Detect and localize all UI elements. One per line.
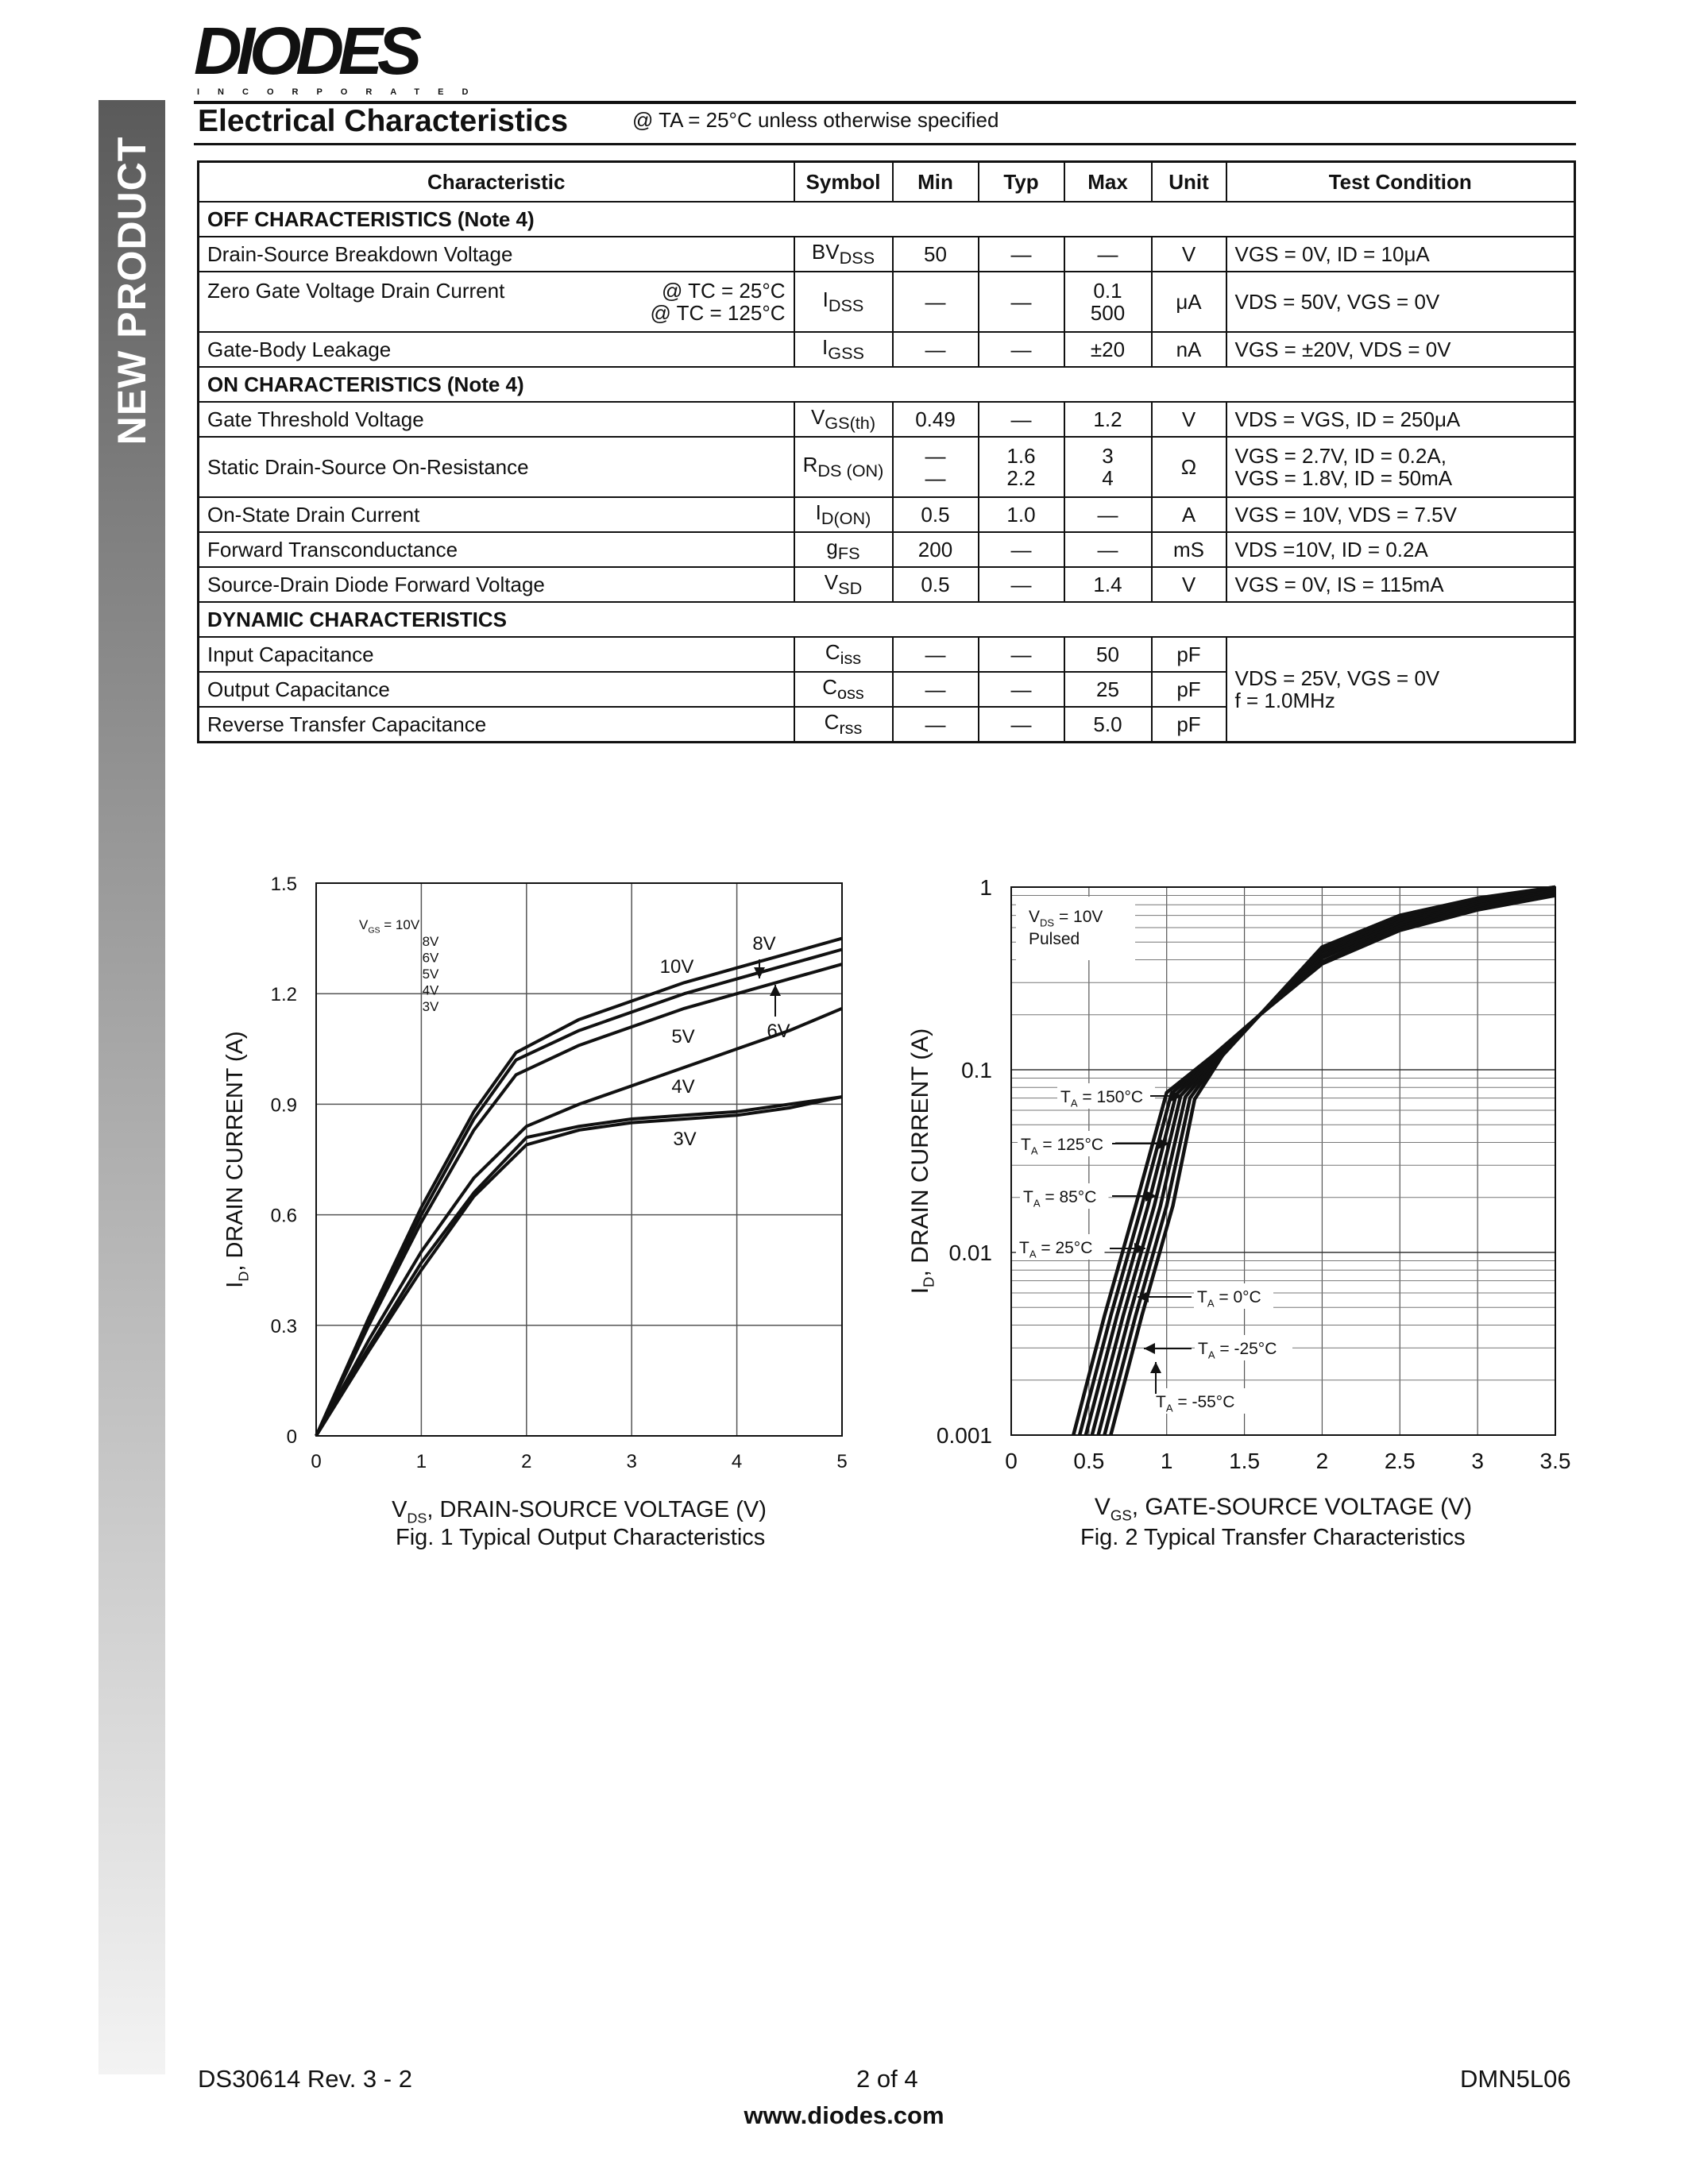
section-row: ON CHARACTERISTICS (Note 4) (199, 367, 1575, 402)
x-tick-label: 0 (311, 1451, 322, 1472)
company-logo (194, 14, 487, 97)
curve-label: 3V (673, 1129, 697, 1150)
y-axis-title: $I_D$, DRAIN CURRENT (A) (222, 1031, 252, 1288)
col-header: Typ (979, 162, 1064, 203)
temp-label: $T_A = 125^\circ C$ (1021, 1136, 1104, 1157)
x-tick-label: 1 (1160, 1449, 1173, 1473)
x-tick-label: 1 (415, 1451, 427, 1472)
footer-doc-number: DS30614 Rev. 3 - 2 (198, 2065, 412, 2093)
label-6v-arrow-head (770, 985, 781, 996)
y-axis-title: $I_D$, DRAIN CURRENT (A) (907, 1028, 937, 1295)
transfer-characteristics-chart (882, 866, 1581, 1533)
temp-label: $T_A = 85^\circ C$ (1023, 1188, 1097, 1210)
col-header: Min (893, 162, 979, 203)
table-row: @ TC = 25°C @ TC = 125°C Zero Gate Voltage Drain Current $I_{DSS}$ — — 0.1 500 μA VDS = 50V, VGS = 0V (199, 272, 1575, 332)
fig2-caption: Fig. 2 Typical Transfer Characteristics (1080, 1525, 1466, 1550)
y-tick-label: 0.6 (270, 1205, 297, 1227)
curve-6V (316, 964, 842, 1436)
curve-TA = 85°C (1086, 892, 1555, 1435)
table-row: Input Capacitance $C_{iss}$ — — 50 pF VDS = 25V, VGS = 0V f = 1.0MHz (199, 637, 1575, 672)
y-tick-label: 1.5 (270, 874, 297, 895)
temp-label-arrow-head (1150, 1362, 1161, 1373)
curve-label: 5V (671, 1026, 695, 1048)
x-tick-label: 0 (1005, 1449, 1018, 1473)
table-row: Reverse Transfer Capacitance $C_{rss}$ — — 5.0 pF (199, 707, 1575, 743)
curve-TA = 25°C (1092, 890, 1555, 1435)
col-header: Unit (1152, 162, 1226, 203)
section-title: Electrical Characteristics (198, 104, 569, 138)
table-row: Output Capacitance $C_{oss}$ — — 25 pF (199, 672, 1575, 707)
y-tick-label: 0 (286, 1426, 297, 1448)
y-tick-label: 1.2 (270, 984, 297, 1006)
table-row: Drain-Source Breakdown Voltage $BV_{DSS}$ 50 — — V VGS = 0V, ID = 10μA (199, 237, 1575, 272)
curve-5V (316, 1009, 842, 1436)
footer-website-link[interactable]: www.diodes.com (744, 2101, 944, 2129)
x-axis-title: $V_{DS}$, DRAIN-SOURCE VOLTAGE (V) (392, 1497, 767, 1526)
section-condition: @ TA = 25°C unless otherwise specified (632, 108, 999, 132)
logo-subtitle: INCORPORATED (197, 87, 487, 97)
temp-label: $T_A = -55^\circ C$ (1156, 1393, 1235, 1414)
y-tick-label: 0.1 (961, 1058, 992, 1082)
footer-part-number: DMN5L06 (1460, 2065, 1571, 2093)
legend-entry: 8V (422, 934, 439, 949)
curve-label: 10V (659, 956, 694, 978)
temp-label: $T_A = 0^\circ C$ (1197, 1288, 1261, 1310)
y-tick-label: 0.001 (936, 1423, 992, 1448)
output-characteristics-chart (207, 866, 866, 1533)
curve-TA = 125°C (1080, 893, 1555, 1435)
legend-title: $V_{DS} = 10V$ (1029, 908, 1103, 929)
y-tick-label: 0.01 (948, 1241, 992, 1265)
x-tick-label: 3.5 (1539, 1449, 1571, 1473)
header-rule-bottom (194, 143, 1576, 145)
curve-label: 4V (671, 1076, 695, 1098)
curve-label: 6V (767, 1021, 790, 1042)
x-tick-label: 0.5 (1073, 1449, 1105, 1473)
y-tick-label: 0.3 (270, 1315, 297, 1337)
fig1-caption: Fig. 1 Typical Output Characteristics (396, 1525, 766, 1550)
section-row: DYNAMIC CHARACTERISTICS (199, 602, 1575, 637)
legend-title: $V_{GS} = 10V$ (359, 917, 420, 936)
plot-frame (316, 883, 842, 1436)
legend-subtitle: Pulsed (1029, 930, 1080, 948)
table-header-row (199, 162, 1575, 203)
legend-entry: 4V (422, 982, 439, 998)
x-tick-label: 2 (1315, 1449, 1329, 1473)
x-tick-label: 2.5 (1384, 1449, 1416, 1473)
curve-label: 8V (752, 933, 776, 955)
legend-entry: 3V (422, 999, 439, 1014)
col-header: Max (1064, 162, 1152, 203)
legend-entry: 5V (422, 967, 439, 982)
legend-entry: 6V (422, 950, 439, 966)
y-tick-label: 0.9 (270, 1094, 297, 1117)
x-tick-label: 3 (1471, 1449, 1484, 1473)
curve-10V (316, 939, 842, 1436)
col-header: Characteristic (199, 162, 794, 203)
section-row: OFF CHARACTERISTICS (Note 4) (199, 202, 1575, 237)
legend-box (1016, 897, 1135, 960)
table-row: Forward Transconductance $g_{FS}$ 200 — — mS VDS =10V, ID = 0.2A (199, 532, 1575, 567)
table-row: Static Drain-Source On-Resistance $R_{DS (ON)}$ — — 1.6 2.2 3 4 Ω VGS = 2.7V, ID = 0.2A, VGS = 1.8V, ID = 50mA (199, 437, 1575, 497)
footer-page-number: 2 of 4 (856, 2065, 918, 2093)
temp-label: $T_A = 25^\circ C$ (1019, 1239, 1093, 1260)
x-tick-label: 4 (731, 1451, 743, 1472)
table-row: On-State Drain Current $I_{D(ON)}$ 0.5 1.0 — A VGS = 10V, VDS = 7.5V (199, 497, 1575, 532)
temp-label: $T_A = 150^\circ C$ (1060, 1088, 1144, 1109)
table-row: Gate Threshold Voltage $V_{GS(th)}$ 0.49 — 1.2 V VDS = VGS, ID = 250μA (199, 402, 1575, 437)
curve-8V (316, 950, 842, 1437)
x-axis-title: $V_{GS}$, GATE-SOURCE VOLTAGE (V) (1094, 1494, 1473, 1524)
temp-label-arrow-head (1144, 1343, 1155, 1354)
table-row: Gate-Body Leakage $I_{GSS}$ — — ±20 nA VGS = ±20V, VDS = 0V (199, 332, 1575, 367)
x-tick-label: 5 (836, 1451, 848, 1472)
col-header: Symbol (794, 162, 893, 203)
x-tick-label: 1.5 (1229, 1449, 1261, 1473)
col-header: Test Condition (1226, 162, 1575, 203)
y-tick-label: 1 (979, 875, 992, 900)
x-tick-label: 2 (521, 1451, 532, 1472)
table-row: Source-Drain Diode Forward Voltage $V_{SD}$ 0.5 — 1.4 V VGS = 0V, IS = 115mA (199, 567, 1575, 602)
sidebar-label: NEW PRODUCT (110, 136, 154, 446)
temp-label: $T_A = -25^\circ C$ (1198, 1340, 1277, 1361)
electrical-characteristics-table (197, 160, 1576, 743)
logo-wordmark: DIODES (194, 14, 417, 88)
x-tick-label: 3 (626, 1451, 637, 1472)
